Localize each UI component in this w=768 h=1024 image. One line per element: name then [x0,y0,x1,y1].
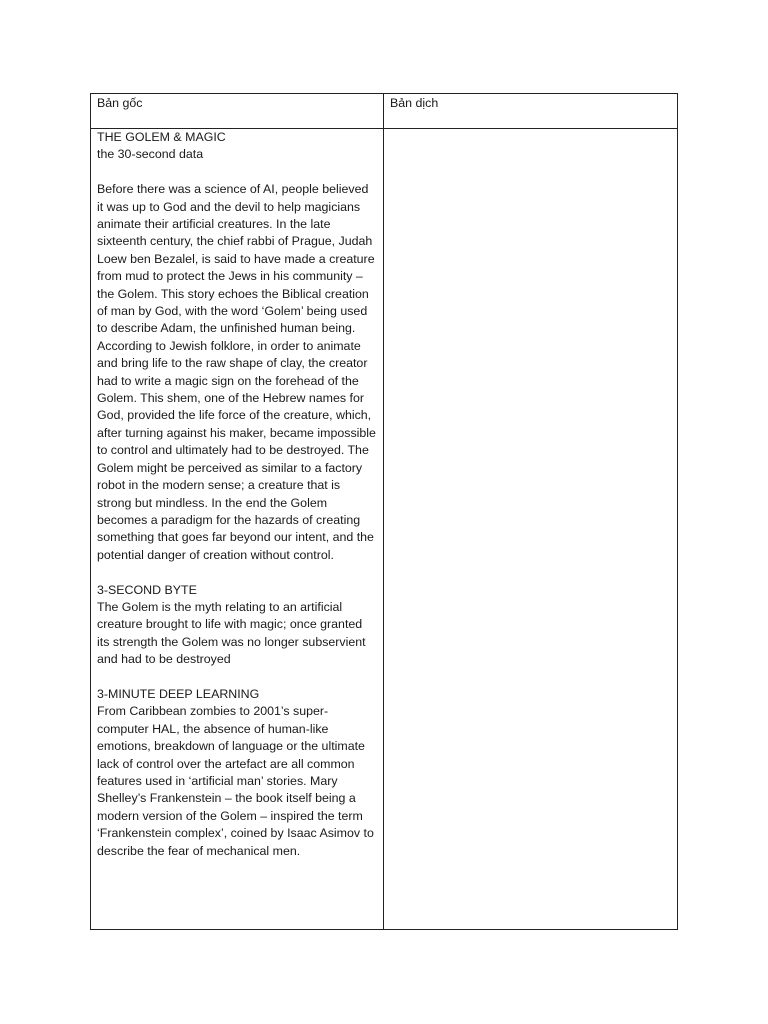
blank-line [97,669,377,686]
translation-text-cell[interactable] [384,129,677,929]
header-translation [384,94,677,129]
header-translation-label: Bản dịch [390,96,439,110]
byte-heading: 3-SECOND BYTE [97,582,197,597]
byte-paragraph: The Golem is the myth relating to an artificial creature brought to life with magic; once granted its strength the Golem was no longer subservient and had to be destroyed [97,599,366,667]
blank-line [97,564,377,581]
article-title: THE GOLEM & MAGIC [97,130,226,144]
deep-learning-paragraph: From Caribbean zombies to 2001’s super-computer HAL, the absence of human-like emotions, breakdown of language or the ultimate lack of control over the artefact are all common features used in ‘artificial man’ stories. Mary Shelley’s Frankenstein – the book itself being a modern version of the Golem – inspired the term ‘Frankenstein complex’, coined by Isaac Asimov to describe the fear of mechanical men. [97,704,374,858]
main-paragraph: Before there was a science of AI, people believed it was up to God and the devil to help magicians animate their artificial creatures. In the late sixteenth century, the chief rabbi of Prague, Judah Loew ben Bezalel, is said to have made a creature from mud to protect the Jews in his community – the Golem. This story echoes the Biblical creation of man by God, with the word ‘Golem’ being used to describe Adam, the unfinished human being. According to Jewish folklore, in order to animate and bring life to the raw shape of clay, the creator had to write a magic sign on the forehead of the Golem. This shem, one of the Hebrew names for God, provided the life force of the creature, which, after turning against his maker, became impossible to control and ultimately had to be destroyed. The Golem might be perceived as similar to a factory robot in the modern sense; a creature that is strong but mindless. In the end the Golem becomes a paradigm for the hazards of creating something that goes far beyond our intent, and the potential danger of creation without control. [97,182,376,562]
original-text-cell [91,129,384,929]
header-original [91,94,384,129]
deep-learning-heading: 3-MINUTE DEEP LEARNING [97,686,260,701]
article-subtitle: the 30-second data [97,147,204,162]
blank-line [97,164,377,181]
header-original-label: Bản gốc [97,96,143,110]
translation-table [90,93,678,930]
